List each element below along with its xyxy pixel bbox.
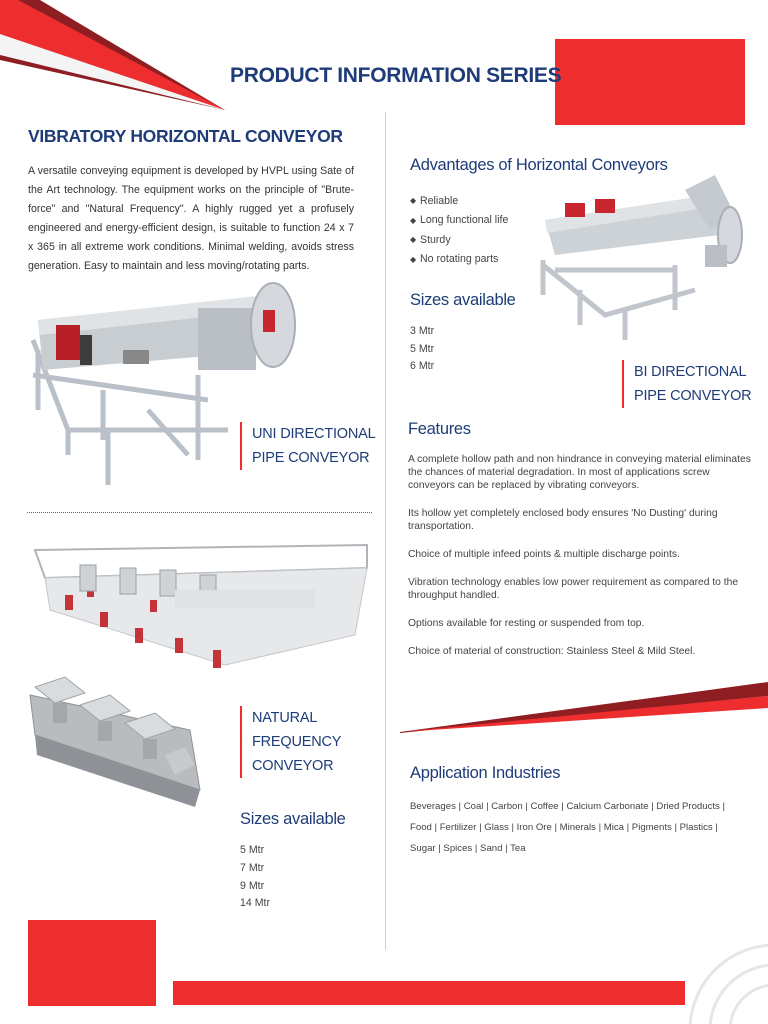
- size-item: 14 Mtr: [240, 897, 271, 910]
- advantage-text: No rotating parts: [420, 253, 499, 266]
- applications-row: Food | Fertilizer | Glass | Iron Ore | Minerals | Mica | Pigments | Plastics |: [410, 822, 718, 833]
- bullet-icon: ◆: [410, 235, 417, 245]
- column-divider: [385, 112, 386, 950]
- feature-item: Vibration technology enables low power requirement as compared to the throughput handled.: [408, 577, 739, 601]
- uni-directional-label: [240, 422, 376, 470]
- dotted-divider: [27, 512, 372, 513]
- top-red-block: [555, 39, 745, 125]
- top-swoosh-decoration: [0, 0, 240, 120]
- nat-label-line2: FREQUENCY: [252, 734, 342, 750]
- bi-label-line2: PIPE CONVEYOR: [634, 388, 752, 404]
- applications-row: Beverages | Coal | Carbon | Coffee | Calcium Carbonate | Dried Products |: [410, 801, 725, 812]
- bullet-icon: ◆: [410, 254, 417, 264]
- advantage-text: Sturdy: [420, 233, 451, 246]
- advantage-item: [410, 191, 508, 211]
- size-item: 5 Mtr: [410, 342, 435, 355]
- feature-item: Choice of multiple infeed points & multiple discharge points.: [408, 549, 680, 560]
- bullet-icon: ◆: [410, 196, 417, 206]
- feature-item: Options available for resting or suspended from top.: [408, 618, 645, 629]
- advantage-item: [410, 211, 508, 231]
- advantage-text: Long functional life: [420, 214, 509, 227]
- series-title: PRODUCT INFORMATION SERIES: [230, 64, 562, 87]
- size-item: 6 Mtr: [410, 360, 435, 372]
- advantage-item: [410, 250, 508, 270]
- bi-directional-conveyor-image: [535, 175, 745, 345]
- nat-label-line3: CONVEYOR: [252, 758, 334, 774]
- nat-label-line1: NATURAL: [252, 710, 318, 726]
- bullet-icon: ◆: [410, 215, 417, 225]
- features-list: [408, 453, 753, 673]
- stacked-conveyor-image: [25, 675, 205, 810]
- feature-item: A complete hollow path and non hindrance in conveying material eliminates the chances of material degradation. In most of applications screw conveyors can be replaced by vibrating conveyors.: [408, 454, 751, 491]
- bottom-left-red-block: [28, 920, 156, 1006]
- size-item: 7 Mtr: [240, 861, 265, 874]
- bottom-red-bar: [173, 981, 685, 1005]
- sizes-natural-list: [240, 842, 270, 913]
- advantage-item: [410, 230, 508, 250]
- advantage-text: Reliable: [420, 194, 459, 207]
- applications-list: [410, 796, 755, 859]
- natural-frequency-conveyor-image: [25, 540, 370, 675]
- applications-row: Sugar | Spices | Sand | Tea: [410, 843, 526, 854]
- feature-item: Choice of material of construction: Stainless Steel & Mild Steel.: [408, 646, 696, 657]
- advantages-list: [410, 191, 508, 269]
- intro-paragraph: A versatile conveying equipment is developed by HVPL using Sate of the Art technology. The equipment works on the principle of "Brute-force" and "Natural Frequency". A highly rugged yet a profusely engineered and energy-efficient design, is suitable to function 24 x 7 x 365 in all extreme work conditions. Minimal welding, avoids stress generation. Easy to maintain and less moving/rotating parts.: [28, 165, 354, 272]
- advantages-heading: Advantages of Horizontal Conveyors: [410, 156, 668, 174]
- uni-label-line2: PIPE CONVEYOR: [252, 450, 370, 466]
- feature-item: Its hollow yet completely enclosed body ensures 'No Dusting' during transportation.: [408, 508, 718, 532]
- corner-arcs-decoration: [680, 920, 768, 1024]
- applications-heading: Application Industries: [410, 764, 561, 782]
- natural-frequency-label: [240, 706, 341, 778]
- sizes-pipe-heading: Sizes available: [410, 291, 516, 309]
- sizes-natural-heading: Sizes available: [240, 810, 346, 828]
- mid-swoosh-decoration: [400, 682, 768, 737]
- uni-label-line1: UNI DIRECTIONAL: [252, 426, 376, 442]
- size-item: 5 Mtr: [240, 844, 265, 856]
- bi-directional-label: [622, 360, 751, 408]
- bi-label-line1: BI DIRECTIONAL: [634, 364, 747, 380]
- features-heading: Features: [408, 420, 471, 438]
- main-heading: VIBRATORY HORIZONTAL CONVEYOR: [28, 126, 343, 146]
- size-item: 3 Mtr: [410, 325, 435, 337]
- sizes-pipe-list: [410, 323, 434, 376]
- size-item: 9 Mtr: [240, 879, 265, 892]
